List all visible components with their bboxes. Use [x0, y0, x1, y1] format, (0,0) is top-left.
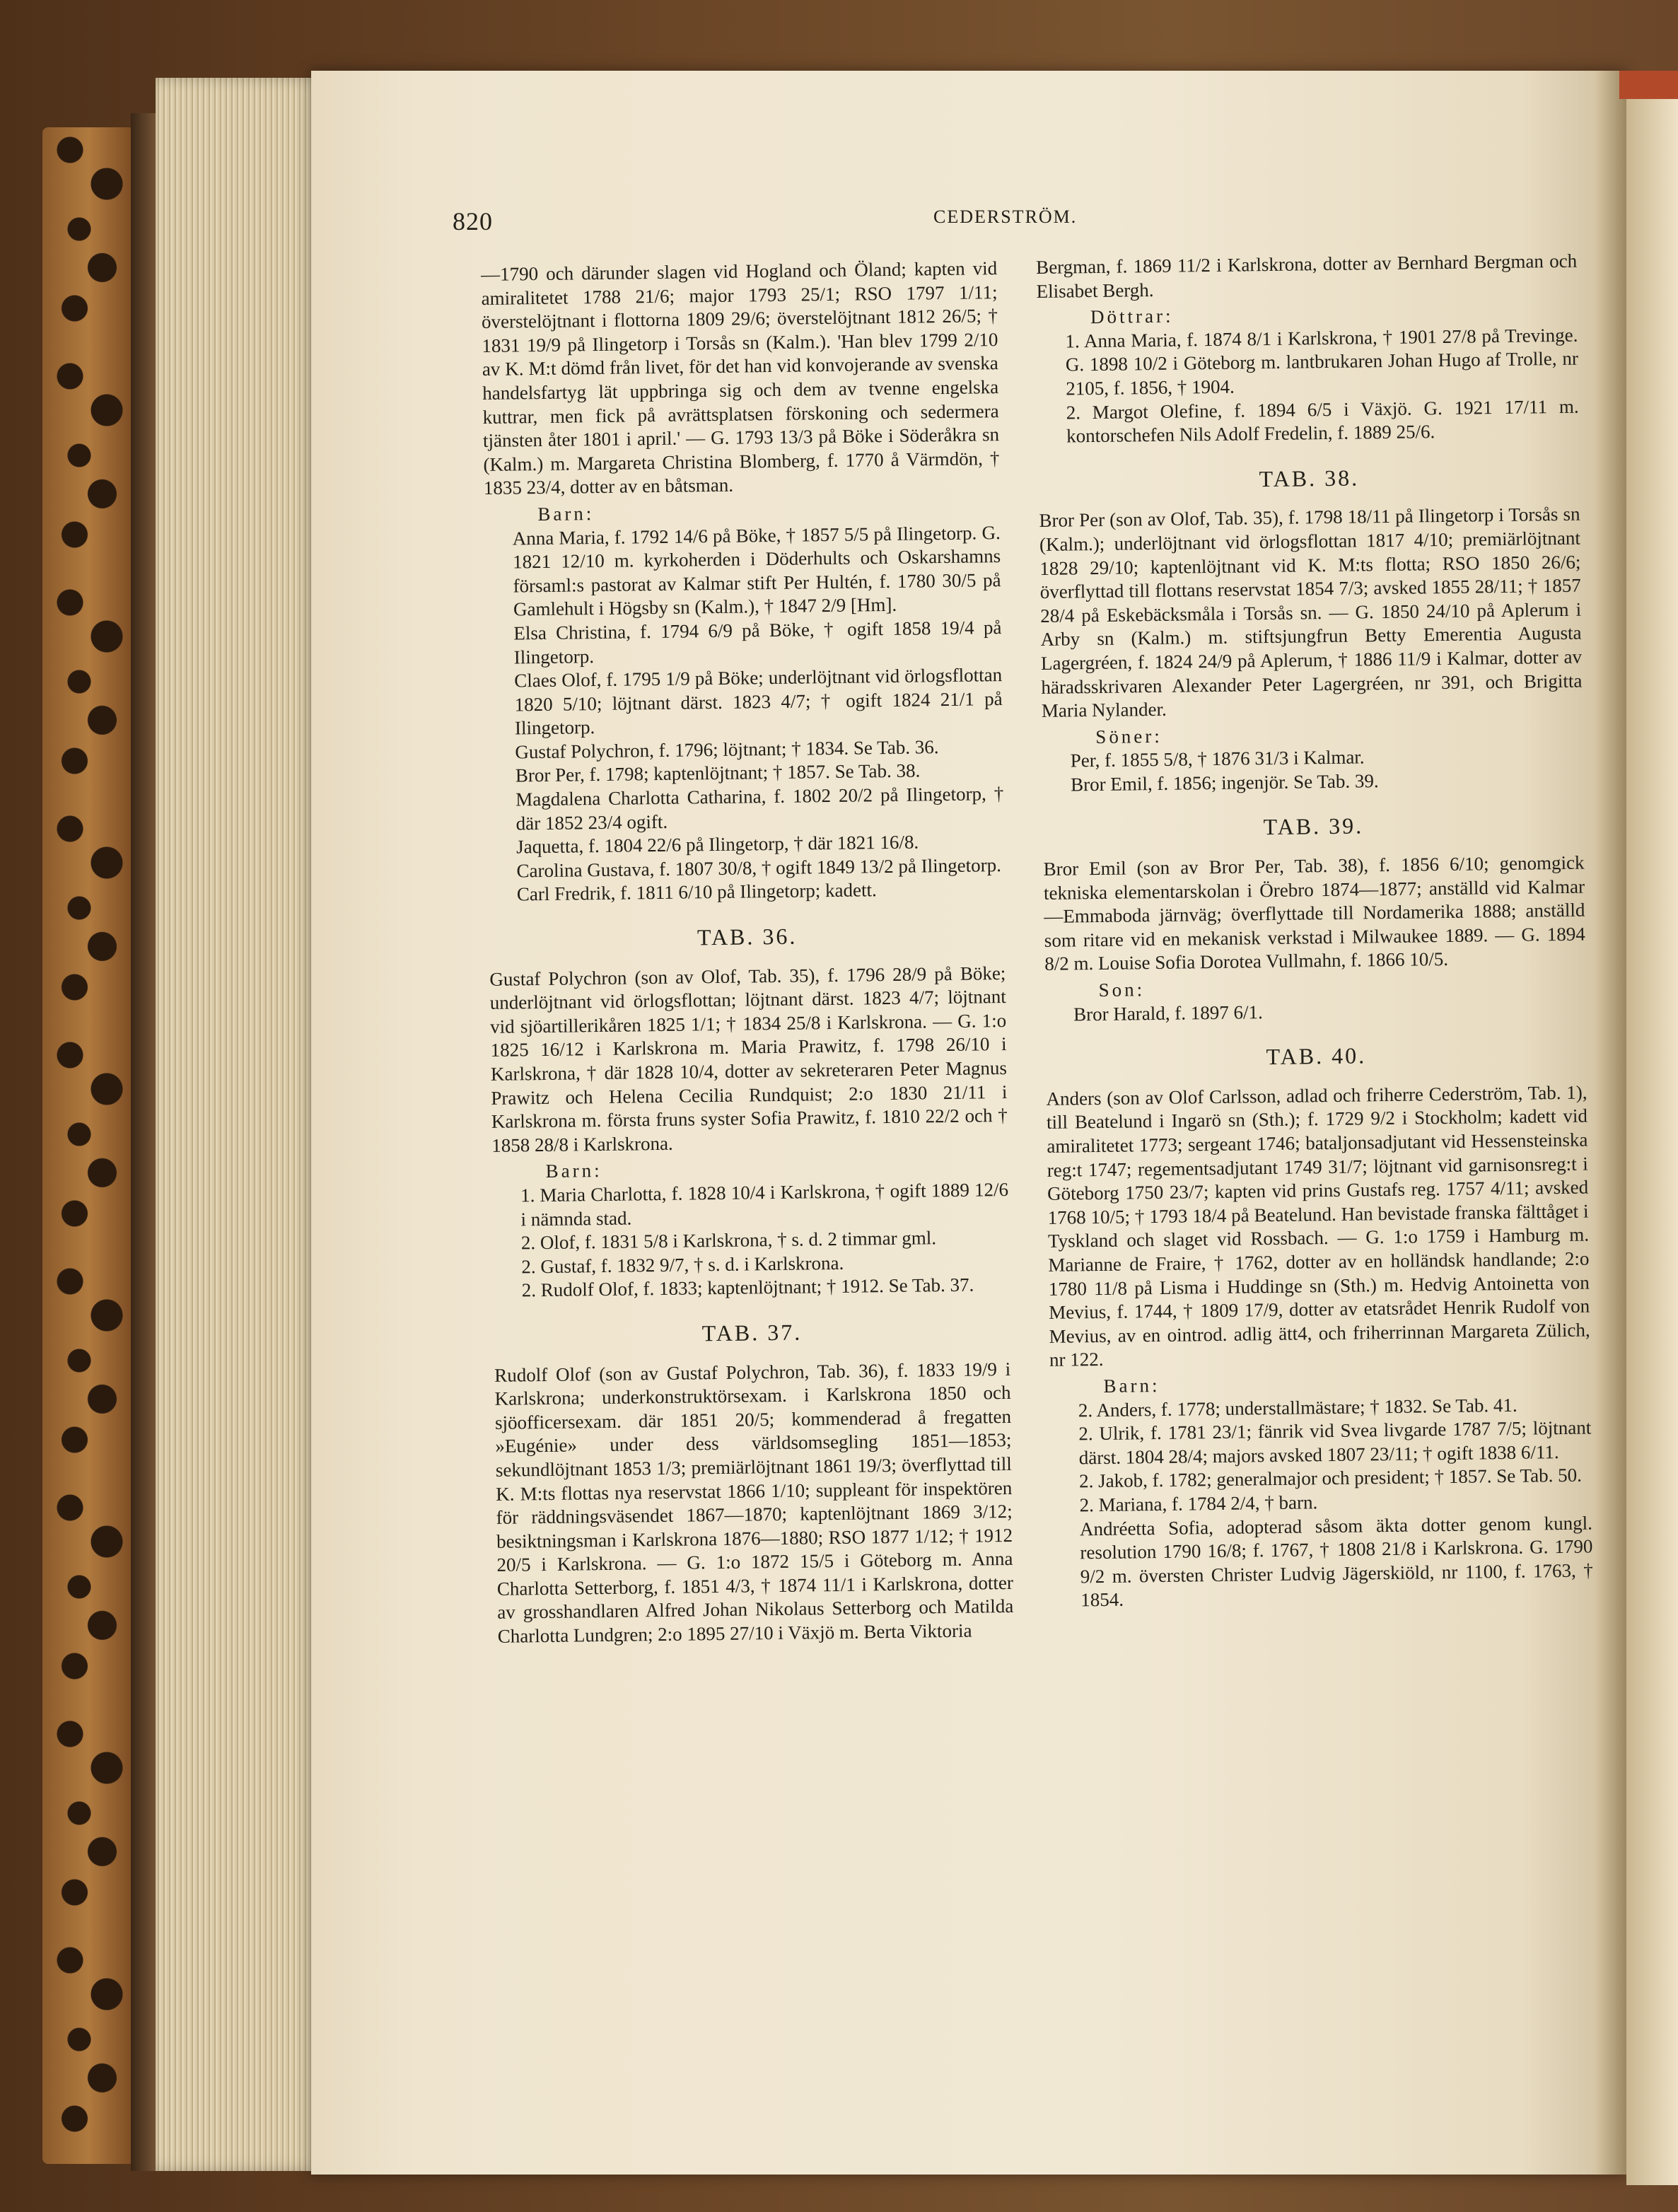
entry-paragraph: Carl Fredrik, f. 1811 6/10 på Ilingetorp; kadett.	[516, 879, 877, 905]
entry-paragraph: Bergman, f. 1869 11/2 i Karlskrona, dotter av Bernhard Bergman och Elisabet Bergh.	[1036, 250, 1578, 302]
page-gutter	[1595, 71, 1626, 2175]
entry-paragraph: 2. Ulrik, f. 1781 23/1; fänrik vid Svea livgarde 1787 7/5; löjtnant därst. 1804 28/4; majors avsked 1807 23/11; † ogift 1838 6/11.	[1078, 1416, 1592, 1469]
table-heading: TAB. 40.	[1266, 1042, 1367, 1070]
section-label: Barn:	[537, 503, 595, 525]
section-label: Son:	[1098, 979, 1146, 1001]
entry-paragraph: 2. Anders, f. 1778; understallmästare; † 1832. Se Tab. 41.	[1078, 1394, 1517, 1421]
entry-paragraph: 1. Maria Charlotta, f. 1828 10/4 i Karlskrona, † ogift 1889 12/6 i nämnda stad.	[520, 1178, 1009, 1230]
section-label: Barn:	[545, 1160, 602, 1182]
entry-paragraph: 2. Rudolf Olof, f. 1833; kaptenlöjtnant; † 1912. Se Tab. 37.	[521, 1274, 974, 1301]
section-label: Döttrar:	[1090, 305, 1174, 328]
entry-paragraph: Bror Per, f. 1798; kaptenlöjtnant; † 1857. Se Tab. 38.	[515, 759, 921, 786]
ribbon-marker	[1619, 71, 1678, 99]
entry-paragraph: 2. Mariana, f. 1784 2/4, † barn.	[1079, 1491, 1318, 1516]
entry-paragraph: 2. Margot Olefine, f. 1894 6/5 i Växjö. G. 1921 17/11 m. kontorschefen Nils Adolf Fredelin, f. 1889 25/6.	[1066, 395, 1579, 447]
entry-paragraph: 2. Gustaf, f. 1832 9/7, † s. d. i Karlskrona.	[521, 1252, 844, 1278]
entry-paragraph: Jaquetta, f. 1804 22/6 på Ilingetorp, † där 1821 16/8.	[515, 831, 919, 858]
entry-paragraph: 2. Jakob, f. 1782; generalmajor och president; † 1857. Se Tab. 50.	[1078, 1465, 1583, 1492]
running-title: CEDERSTRÖM.	[933, 206, 1078, 227]
entry-paragraph: Bror Per (son av Olof, Tab. 35), f. 1798 18/11 på Ilingetorp i Torsås sn (Kalm.); underlöjtnant vid örlogsflottan 1817 4/10; premiärlöjtnant 1828 29/10; kaptenlöjtnant vid K. M:ts flotta; RSO 1850 26/6; överflyttad till flottans reservstat 1854 7/3; avsked 1855 28/11; † 1857 28/4 på Eskebäcksmåla i Torsås sn. — G. 1850 24/10 på Aplerum i Arby sn (Kalm.) m. stiftsjungfrun Betty Emerentia Augusta Lagergréen, f. 1824 24/9 på Aplerum, † 1886 11/9 i Kalmar, dotter av häradsskrivaren Alexander Peter Lagergréen, nr 391, och Brigitta Maria Nylander.	[1039, 503, 1583, 722]
left-column	[481, 257, 1014, 1648]
facing-page-edge	[1626, 92, 1678, 2185]
page-number: 820	[453, 207, 493, 235]
entry-paragraph: Magdalena Charlotta Catharina, f. 1802 20/2 på Ilingetorp, † där 1852 23/4 ogift.	[515, 783, 1004, 834]
book-cover-marbled	[42, 127, 134, 2164]
entry-paragraph: Bror Emil, f. 1856; ingenjör. Se Tab. 39.	[1070, 770, 1379, 796]
entry-paragraph: —1790 och därunder slagen vid Hogland och Öland; kapten vid amiralitetet 1788 21/6; major 1793 25/1; RSO 1797 1/11; överstelöjtnant i flottorna 1809 29/6; överstelöjtnant 1812 26/5; † 1831 19/9 på Ilingetorp i Torsås sn (Kalm.). 'Han blev 1799 2/10 av K. M:t dömd från livet, för det han vid konvojerande av svenska handelsfartyg lät uppbringa sig och dem av tvenne engelska kuttrar, men fick på avrättsplatsen förskoning och sedermera tjänsten åter 1801 i april.' — G. 1793 13/3 på Böke i Söderåkra sn (Kalm.) m. Margareta Christina Blomberg, f. 1770 å Värmdön, † 1835 23/4, dotter av en båtsman.	[481, 257, 1000, 499]
entry-paragraph: Anders (son av Olof Carlsson, adlad och friherre Cederström, Tab. 1), till Beatelund i Ingarö sn (Sth.); f. 1729 9/2 i Stockholm; kadett vid amiralitetet 1773; sergeant 1746; bataljonsadjutant vid Hessensteinska reg:t 1747; regementsadjutant 1749 31/7; löjtnant vid garnisonsreg:t i Göteborg 1750 23/7; kapten vid prins Gustafs reg. 1757 4/11; avsked 1768 10/5; † 1793 18/4 på Beatelund. Han bevistade franska fälttåget i Tyskland och slaget vid Rossbach. — G. 1:o 1759 i Hamburg m. Marianne de Fraire, † 1762, dotter av en holländsk handlande; 2:o 1780 11/8 på Lisma i Huddinge sn (Sth.) m. Hedvig Antoinetta von Mevius, f. 1744, † 1809 17/9, dotter av etatsrådet Henrik Rudolf von Mevius, av en ointrod. adlig ätt4, och friherrinnan Margareta Zülich, nr 122.	[1046, 1081, 1590, 1371]
entry-paragraph: 1. Anna Maria, f. 1874 8/1 i Karlskrona, † 1901 27/8 på Trevinge. G. 1898 10/2 i Göteborg m. lantbrukaren Johan Hugo af Trolle, nr 2105, f. 1856, † 1904.	[1065, 324, 1579, 400]
entry-paragraph: Rudolf Olof (son av Gustaf Polychron, Tab. 36), f. 1833 19/9 i Karlskrona; underkonstruktörsexam. i Karlskrona 1850 och sjöofficersexam. där 1851 20/5; kommenderad å fregatten »Eugénie» under dess världsomsegling 1851—1853; sekundlöjtnant 1853 1/3; premiärlöjtnant 1861 19/3; överflyttad till K. M:ts flottas nya reservstat 1866 1/10; suppleant för inspektören för räddningsväsendet 1867—1870; kaptenlöjtnant 1869 3/12; besiktningsman i Karlskrona 1876—1880; RSO 1877 1/12; † 1912 20/5 i Karlskrona. — G. 1:o 1872 15/5 i Göteborg m. Anna Charlotta Setterborg, f. 1851 4/3, † 1874 11/1 i Karlskrona, dotter av grosshandlaren Alfred Johan Nikolaus Setterborg och Matilda Charlotta Lundgren; 2:o 1895 27/10 i Växjö m. Berta Viktoria	[494, 1358, 1014, 1647]
entry-paragraph: Claes Olof, f. 1795 1/9 på Böke; underlöjtnant vid örlogsflottan 1820 5/10; löjtnant därst. 1823 4/7; † ogift 1824 21/1 på Ilingetorp.	[514, 664, 1003, 739]
entry-paragraph: Anna Maria, f. 1792 14/6 på Böke, † 1857 5/5 på Ilingetorp. G. 1821 12/10 m. kyrkoherden i Döderhults och Oskarshamns församl:s pastorat av Kalmar stift Per Hultén, f. 1780 30/5 på Gamlehult i Högsby sn (Kalm.), † 1847 2/9 [Hm].	[512, 521, 1001, 620]
right-column	[1036, 250, 1593, 1613]
entry-paragraph: Gustaf Polychron, f. 1796; löjtnant; † 1834. Se Tab. 36.	[515, 736, 939, 763]
entry-paragraph: Andréetta Sofia, adopterad såsom äkta dotter genom kungl. resolution 1790 16/8; f. 1767, † 1808 21/8 i Karlskrona. G. 1790 9/2 m. översten Christer Ludvig Jägerskiöld, nr 1100, f. 1763, † 1854.	[1079, 1512, 1593, 1611]
page-edges-stack	[156, 78, 332, 2171]
table-heading: TAB. 38.	[1259, 465, 1360, 491]
book-spine-edge	[131, 113, 159, 2171]
table-heading: TAB. 36.	[697, 923, 798, 950]
entry-paragraph: 2. Olof, f. 1831 5/8 i Karlskrona, † s. d. 2 timmar gml.	[520, 1227, 937, 1254]
entry-paragraph: Gustaf Polychron (son av Olof, Tab. 35), f. 1796 28/9 på Böke; underlöjtnant vid örlogsflottan; löjtnant därst. 1823 4/7; löjtnant vid sjöartillerikåren 1825 1/1; † 1834 25/8 i Karlskrona. — G. 1:o 1825 16/12 i Karlskrona m. Maria Prawitz, f. 1798 26/10 i Karlskrona, † där 1828 10/4, dotter av sekreteraren Peter Magnus Prawitz och Helena Cecilia Rundquist; 2:o 1830 21/11 i Karlskrona m. första fruns syster Sofia Prawitz, f. 1810 22/2 och † 1858 28/8 i Karlskrona.	[489, 962, 1008, 1156]
section-label: Barn:	[1103, 1374, 1160, 1397]
entry-paragraph: Elsa Christina, f. 1794 6/9 på Böke, † ogift 1858 19/4 på Ilingetorp.	[513, 616, 1002, 668]
section-label: Söner:	[1095, 725, 1163, 747]
entry-paragraph: Carolina Gustava, f. 1807 30/8, † ogift 1849 13/2 på Ilingetorp.	[516, 854, 1002, 882]
entry-paragraph: Bror Harald, f. 1897 6/1.	[1073, 1001, 1263, 1025]
table-heading: TAB. 37.	[701, 1319, 803, 1346]
entry-paragraph: Per, f. 1855 5/8, † 1876 31/3 i Kalmar.	[1070, 746, 1365, 772]
entry-paragraph: Bror Emil (son av Bror Per, Tab. 38), f. 1856 6/10; genomgick tekniska elementarskolan i Örebro 1874—1877; anställd vid Kalmar—Emmaboda järnväg; överflyttade till Nordamerika 1888; anställd som ritare vid en mekanisk verkstad i Milwaukee 1889. — G. 1894 8/2 m. Louise Sofia Dorotea Vullmahn, f. 1866 10/5.	[1043, 851, 1585, 975]
table-heading: TAB. 39.	[1263, 813, 1364, 840]
